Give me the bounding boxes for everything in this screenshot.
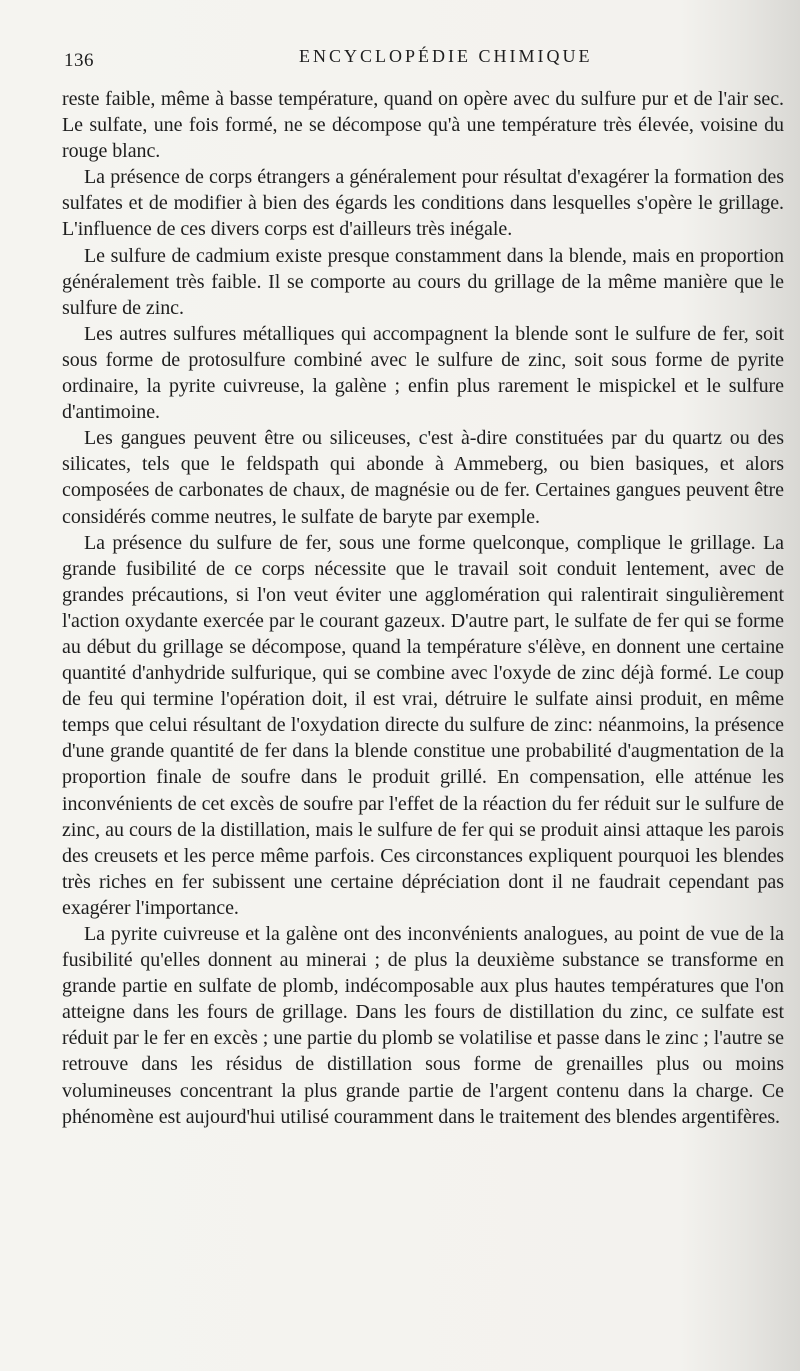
paragraph-continuation: reste faible, même à basse température, quand on opère avec du sulfure pur et de l'air sec. Le sulfate, une fois formé, ne se décompose qu'à une température très élevée, voisine du rouge blanc. xyxy=(62,88,784,163)
paragraph-other-sulfides: Les autres sulfures métalliques qui accompagnent la blende sont le sulfure de fer, soit sous forme de protosulfure combiné avec le sulfure de zinc, soit sous forme de pyrite ordinaire, la pyrite cuivreuse, la galène ; enfin plus rarement le mispickel et le sulfure d'antimoine. xyxy=(62,322,784,424)
page-number: 136 xyxy=(64,50,94,71)
paragraph-gangues: Les gangues peuvent être ou siliceuses, c'est à-dire constituées par du quartz ou des silicates, tels que le feldspath qui abonde à Ammeberg, ou bien basiques, et alors composées de carbonates de chaux, de magnésie ou de fer. Certaines gangues peuvent être considérés comme neutres, le sulfate de baryte par exemple. xyxy=(62,427,784,528)
paragraph-foreign-bodies: La présence de corps étrangers a généralement pour résultat d'exagérer la formation des sulfates et de modifier à bien des égards les conditions dans lesquelles s'opère le grillage. L'influence de ces divers corps est d'ailleurs très inégale. xyxy=(62,166,784,241)
running-title: ENCYCLOPÉDIE CHIMIQUE xyxy=(299,46,593,66)
body-text xyxy=(62,86,784,1130)
page-header xyxy=(64,44,774,72)
paragraph-copper-pyrite-galena: La pyrite cuivreuse et la galène ont des inconvénients analogues, au point de vue de la fusibilité qu'elles donnent au minerai ; de plus la deuxième substance se transforme en grande partie en sulfate de plomb, indécomposable aux plus hautes températures que l'on atteigne dans les fours de grillage. Dans les fours de distillation du zinc, ce sulfate est réduit par le fer en excès ; une partie du plomb se volatilise et passe dans le zinc ; l'autre se retrouve dans les résidus de distillation sous forme de grenailles plus ou moins volumineuses concentrant la plus grande partie de l'argent contenu dans la charge. Ce phénomène est aujourd'hui utilisé couramment dans le traitement des blendes argentifères. xyxy=(62,923,784,1128)
paragraph-cadmium-sulfide: Le sulfure de cadmium existe presque constamment dans la blende, mais en proportion généralement très faible. Il se comporte au cours du grillage de la même manière que le sulfure de zinc. xyxy=(62,244,784,319)
paragraph-iron-sulfide: La présence du sulfure de fer, sous une forme quelconque, complique le grillage. La grande fusibilité de ce corps nécessite que le travail soit conduit lentement, avec de grandes précautions, si l'on veut éviter une agglomération qui ralentirait singulièrement l'action oxydante exercée par le courant gazeux. D'autre part, le sulfate de fer qui se forme au début du grillage se décompose, quand la température s'élève, en donnent une certaine quantité d'anhydride sulfurique, qui se combine avec l'oxyde de zinc déjà formé. Le coup de feu qui termine l'opération doit, il est vrai, détruire le sulfate ainsi produit, en même temps que celui résultant de l'oxydation directe du sulfure de zinc: néanmoins, la présence d'une grande quantité de fer dans la blende constitue une probabilité d'augmentation de la proportion finale de soufre dans le produit grillé. En compensation, elle atténue les inconvénients de cet excès de soufre par l'effet de la réaction du fer réduit sur le sulfure de zinc, au cours de la distillation, mais le sulfure de fer qui se produit ainsi attaque les parois des creusets et les perce même parfois. Ces circonstances expliquent pourquoi les blendes très riches en fer subissent une certaine dépréciation dont il ne faudrait cependant pas exagérer l'importance. xyxy=(62,531,784,919)
